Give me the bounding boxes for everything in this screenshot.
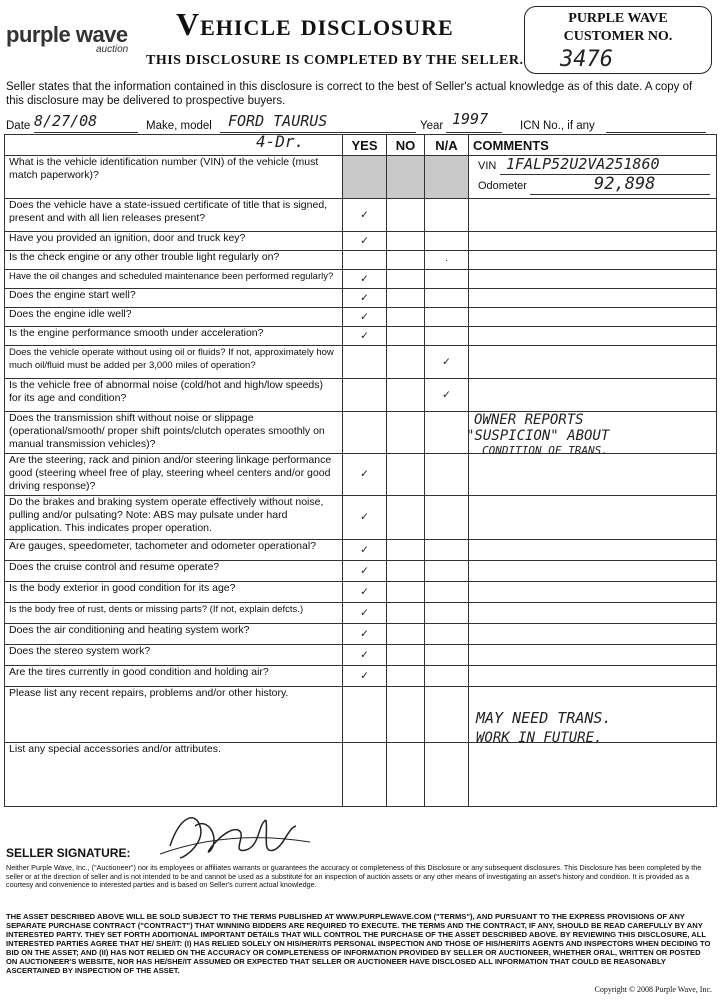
comment-cell[interactable] <box>469 624 717 645</box>
table-row <box>5 412 717 454</box>
comment-cell[interactable] <box>469 346 717 379</box>
no-checkbox[interactable] <box>387 156 425 199</box>
yes-checkbox[interactable] <box>343 156 387 199</box>
comments-header: COMMENTS <box>469 135 717 156</box>
na-checkbox[interactable] <box>425 327 469 346</box>
question-text: Does the vehicle have a state-issued certificate of title that is signed, present and with all lien releases present? <box>5 199 343 232</box>
no-checkbox[interactable] <box>387 379 425 412</box>
question-text: Does the stereo system work? <box>5 645 343 666</box>
na-checkbox[interactable] <box>425 687 469 743</box>
terms-text: THE ASSET DESCRIBED ABOVE WILL BE SOLD SUBJECT TO THE TERMS PUBLISHED AT WWW.PURPLEWAVE.COM ("TERMS"), AND PURSUANT TO THE EXPRESS PROVISIONS OF ANY SEPARATE PURCHASE CONTRACT ("CONTRACT") THAT WINNING BIDDERS ARE REQUIRED TO EXECUTE. THE TERMS AND THE CONTRACT, IF ANY, SHOULD BE READ CAREFULLY BY ANY INTERESTED PARTY. THEY SET FORTH ADDITIONAL IMPORTANT DETAILS THAT WILL CONTROL THE PURCHASE OF THE ASSET DESCRIBED ABOVE. BY REVIEWING THIS DISCLOSURE, ALL INTERESTED PARTIES AGREE THAT HE/ SHE/IT: (I) HAS RELIED SOLELY ON HIS/HER/ITS PERSONAL INSPECTION AND THOSE OF HIS/HER/ITS AGENTS AND INSPECTORS WHEN DECIDING TO BID ON THE ASSET; AND (II) HAS NOT RELIED ON THE ACCURACY OR COMPLETENESS OF INFORMATION PROVIDED BY SELLER OR AUCTIONEER, WHETHER ORAL, WRITTEN OR POSTED ON AUCTIONEER'S WEBSITE, NOR HAS HE/SHE/IT ASSUMED OR EXPECTED THAT SELLER OR AUCTIONEER HAVE DISCLOSED ALL INFORMATION THAT COULD BE REASONABLY ASCERTAINED BY INSPECTION OF THE ASSET. <box>6 912 711 975</box>
na-checkbox[interactable] <box>425 561 469 582</box>
no-checkbox[interactable] <box>387 289 425 308</box>
no-checkbox[interactable] <box>387 308 425 327</box>
no-checkbox[interactable] <box>387 270 425 289</box>
yes-checkbox[interactable]: ✓ <box>343 308 387 327</box>
question-text: Does the vehicle operate without using oil or fluids? If not, approximately how much oil/fluid must be added per 3,000 miles of operation? <box>5 346 343 379</box>
table-row <box>5 496 717 540</box>
no-checkbox[interactable] <box>387 251 425 270</box>
no-checkbox[interactable] <box>387 232 425 251</box>
no-header: NO <box>387 135 425 156</box>
question-text: Does the engine start well? <box>5 289 343 308</box>
table-row <box>5 645 717 666</box>
history-comment-2: WORK IN FUTURE. <box>476 730 603 746</box>
table-row <box>5 327 717 346</box>
trans-comment-3: CONDITION OF TRANS. <box>482 444 608 457</box>
no-checkbox[interactable] <box>387 561 425 582</box>
table-row <box>5 251 717 270</box>
vin-label: VIN <box>478 160 497 172</box>
comment-cell[interactable] <box>469 582 717 603</box>
comment-cell[interactable] <box>469 561 717 582</box>
no-checkbox[interactable] <box>387 412 425 454</box>
no-checkbox[interactable] <box>387 540 425 561</box>
table-row <box>5 270 717 289</box>
make-extra: 4-Dr. <box>256 132 305 151</box>
yes-checkbox[interactable]: ✓ <box>343 327 387 346</box>
question-text: List any special accessories and/or attributes. <box>5 743 343 807</box>
question-text: Is the body free of rust, dents or missing parts? (If not, explain defcts.) <box>5 603 343 624</box>
odometer-label: Odometer <box>478 180 527 192</box>
no-checkbox[interactable] <box>387 327 425 346</box>
na-checkbox[interactable] <box>425 603 469 624</box>
na-header: N/A <box>425 135 469 156</box>
no-checkbox[interactable] <box>387 582 425 603</box>
na-checkbox[interactable] <box>425 232 469 251</box>
history-comment-1: MAY NEED TRANS. <box>476 709 612 727</box>
yes-checkbox[interactable] <box>343 743 387 807</box>
table-row <box>5 582 717 603</box>
vin-value: 1FALP52U2VA251860 <box>506 155 660 173</box>
no-checkbox[interactable] <box>387 645 425 666</box>
question-text: Does the transmission shift without noise or slippage (operational/smooth/ proper shift points/clutch operates smoothly on manual transmission vehicles)? <box>5 412 343 454</box>
question-text: Does the air conditioning and heating system work? <box>5 624 343 645</box>
question-text: Is the vehicle free of abnormal noise (cold/hot and high/low speeds) for its age and condition? <box>5 379 343 412</box>
yes-checkbox[interactable] <box>343 412 387 454</box>
na-checkbox[interactable] <box>425 645 469 666</box>
na-checkbox[interactable] <box>425 199 469 232</box>
table-row <box>5 308 717 327</box>
no-checkbox[interactable] <box>387 346 425 379</box>
table-row <box>5 454 717 496</box>
yes-checkbox[interactable]: ✓ <box>343 624 387 645</box>
comment-cell[interactable] <box>469 270 717 289</box>
no-checkbox[interactable] <box>387 666 425 687</box>
year-value: 1997 <box>452 110 489 128</box>
na-checkbox[interactable] <box>425 624 469 645</box>
yes-checkbox[interactable]: ✓ <box>343 645 387 666</box>
na-checkbox[interactable] <box>425 743 469 807</box>
na-checkbox[interactable] <box>425 454 469 496</box>
yes-checkbox[interactable]: ✓ <box>343 454 387 496</box>
no-checkbox[interactable] <box>387 743 425 807</box>
page-title: Vehicle disclosure <box>176 6 454 42</box>
comment-cell[interactable] <box>469 232 717 251</box>
yes-checkbox[interactable]: ✓ <box>343 603 387 624</box>
na-checkbox[interactable] <box>425 308 469 327</box>
trans-comment-1: OWNER REPORTS <box>474 412 584 428</box>
question-text: Is the check engine or any other trouble light regularly on? <box>5 251 343 270</box>
seller-signature <box>150 806 320 866</box>
na-checkbox[interactable] <box>425 156 469 199</box>
question-text: Are the tires currently in good condition and holding air? <box>5 666 343 687</box>
yes-checkbox[interactable] <box>343 346 387 379</box>
logo: purple wave <box>6 22 128 47</box>
table-row <box>5 232 717 251</box>
question-text: Have you provided an ignition, door and truck key? <box>5 232 343 251</box>
question-text: Do the brakes and braking system operate effectively without noise, pulling and/or pulsating? Note: ABS may pulsate under hard application. This indicates proper operation. <box>5 496 343 540</box>
yes-checkbox[interactable]: ✓ <box>343 270 387 289</box>
comment-cell[interactable] <box>469 454 717 496</box>
icn-label: ICN No., if any <box>520 120 595 132</box>
date-label: Date <box>6 120 31 132</box>
yes-checkbox[interactable] <box>343 687 387 743</box>
no-checkbox[interactable] <box>387 687 425 743</box>
yes-checkbox[interactable]: ✓ <box>343 540 387 561</box>
yes-checkbox[interactable]: ✓ <box>343 199 387 232</box>
comment-cell[interactable] <box>469 251 717 270</box>
table-row <box>5 603 717 624</box>
question-text: Are the steering, rack and pinion and/or steering linkage performance good (steering wheel free of play, steering wheel centers and/or good driving response)? <box>5 454 343 496</box>
na-checkbox[interactable] <box>425 289 469 308</box>
comment-cell[interactable] <box>469 743 717 807</box>
na-checkbox[interactable] <box>425 540 469 561</box>
no-checkbox[interactable] <box>387 496 425 540</box>
comment-cell[interactable] <box>469 645 717 666</box>
make-label: Make, model <box>146 120 212 132</box>
copyright: Copyright © 2008 Purple Wave, Inc. <box>594 985 712 994</box>
logo-subtitle: auction <box>96 44 129 55</box>
yes-checkbox[interactable]: ✓ <box>343 666 387 687</box>
comment-cell[interactable] <box>469 289 717 308</box>
disclosure-table <box>4 134 717 807</box>
table-row <box>5 561 717 582</box>
no-checkbox[interactable] <box>387 199 425 232</box>
comment-cell[interactable] <box>469 199 717 232</box>
question-text: Please list any recent repairs, problems and/or other history. <box>5 687 343 743</box>
question-text: Is the body exterior in good condition for its age? <box>5 582 343 603</box>
year-label: Year <box>420 120 444 132</box>
comment-cell[interactable] <box>469 496 717 540</box>
question-text: Does the cruise control and resume operate? <box>5 561 343 582</box>
no-checkbox[interactable] <box>387 603 425 624</box>
trans-comment-2: "SUSPICION" ABOUT <box>466 428 610 444</box>
question-text: Does the engine idle well? <box>5 308 343 327</box>
comment-cell[interactable] <box>469 540 717 561</box>
date-value: 8/27/08 <box>34 112 98 130</box>
table-row <box>5 540 717 561</box>
table-row <box>5 624 717 645</box>
disclaimer-text: Neither Purple Wave, Inc., ("Auctioneer") nor its employees or affiliates warrants or guarantees the accuracy or completeness of this Disclosure or any subsequent disclosures. This Disclosure has been completed by the seller or at the direction of seller and is not intended to be and cannot be used as a substitute for an inspection of auction assets or any other means of investigating an asset's history and condition. It is provided as a courtesy and convenience to interested parties and is based on Seller's current actual knowledge. <box>6 863 702 890</box>
question-header <box>5 135 343 156</box>
yes-header: YES <box>343 135 387 156</box>
table-row <box>5 199 717 232</box>
table-row <box>5 743 717 807</box>
table-row <box>5 379 717 412</box>
customer-number-box <box>524 6 712 74</box>
question-text: Is the engine performance smooth under acceleration? <box>5 327 343 346</box>
customer-box-line1: PURPLE WAVE <box>568 11 668 26</box>
comment-cell[interactable] <box>469 327 717 346</box>
na-checkbox[interactable]: ✓ <box>425 346 469 379</box>
comment-cell[interactable] <box>469 666 717 687</box>
na-checkbox[interactable]: · <box>425 251 469 270</box>
comment-cell[interactable] <box>469 603 717 624</box>
yes-checkbox[interactable] <box>343 251 387 270</box>
table-row <box>5 666 717 687</box>
question-text: Are gauges, speedometer, tachometer and odometer operational? <box>5 540 343 561</box>
no-checkbox[interactable] <box>387 454 425 496</box>
yes-checkbox[interactable]: ✓ <box>343 582 387 603</box>
na-checkbox[interactable] <box>425 270 469 289</box>
page-subtitle: THIS DISCLOSURE IS COMPLETED BY THE SELLER. <box>146 53 524 68</box>
na-checkbox[interactable] <box>425 582 469 603</box>
table-row <box>5 346 717 379</box>
comment-cell[interactable] <box>469 379 717 412</box>
yes-checkbox[interactable]: ✓ <box>343 496 387 540</box>
vehicle-info-line <box>6 110 716 136</box>
intro-statement: Seller states that the information contained in this disclosure is correct to the best of Seller's actual knowledge as of this date. A copy of this disclosure may be delivered to prospective buyers. <box>6 81 693 107</box>
no-checkbox[interactable] <box>387 624 425 645</box>
seller-signature-label: SELLER SIGNATURE: <box>6 846 131 860</box>
question-text: What is the vehicle identification number (VIN) of the vehicle (must match paperwork)? <box>5 156 343 199</box>
na-checkbox[interactable] <box>425 412 469 454</box>
yes-checkbox[interactable]: ✓ <box>343 232 387 251</box>
comment-cell[interactable] <box>469 308 717 327</box>
make-value: FORD TAURUS <box>228 112 328 130</box>
na-checkbox[interactable]: ✓ <box>425 379 469 412</box>
na-checkbox[interactable] <box>425 666 469 687</box>
odometer-value: 92,898 <box>594 174 656 194</box>
question-text: Have the oil changes and scheduled maintenance been performed regularly? <box>5 270 343 289</box>
customer-number: 3476 <box>560 47 613 72</box>
yes-checkbox[interactable]: ✓ <box>343 561 387 582</box>
yes-checkbox[interactable] <box>343 379 387 412</box>
na-checkbox[interactable] <box>425 496 469 540</box>
customer-box-line2: CUSTOMER NO. <box>563 29 673 44</box>
yes-checkbox[interactable]: ✓ <box>343 289 387 308</box>
table-row <box>5 289 717 308</box>
